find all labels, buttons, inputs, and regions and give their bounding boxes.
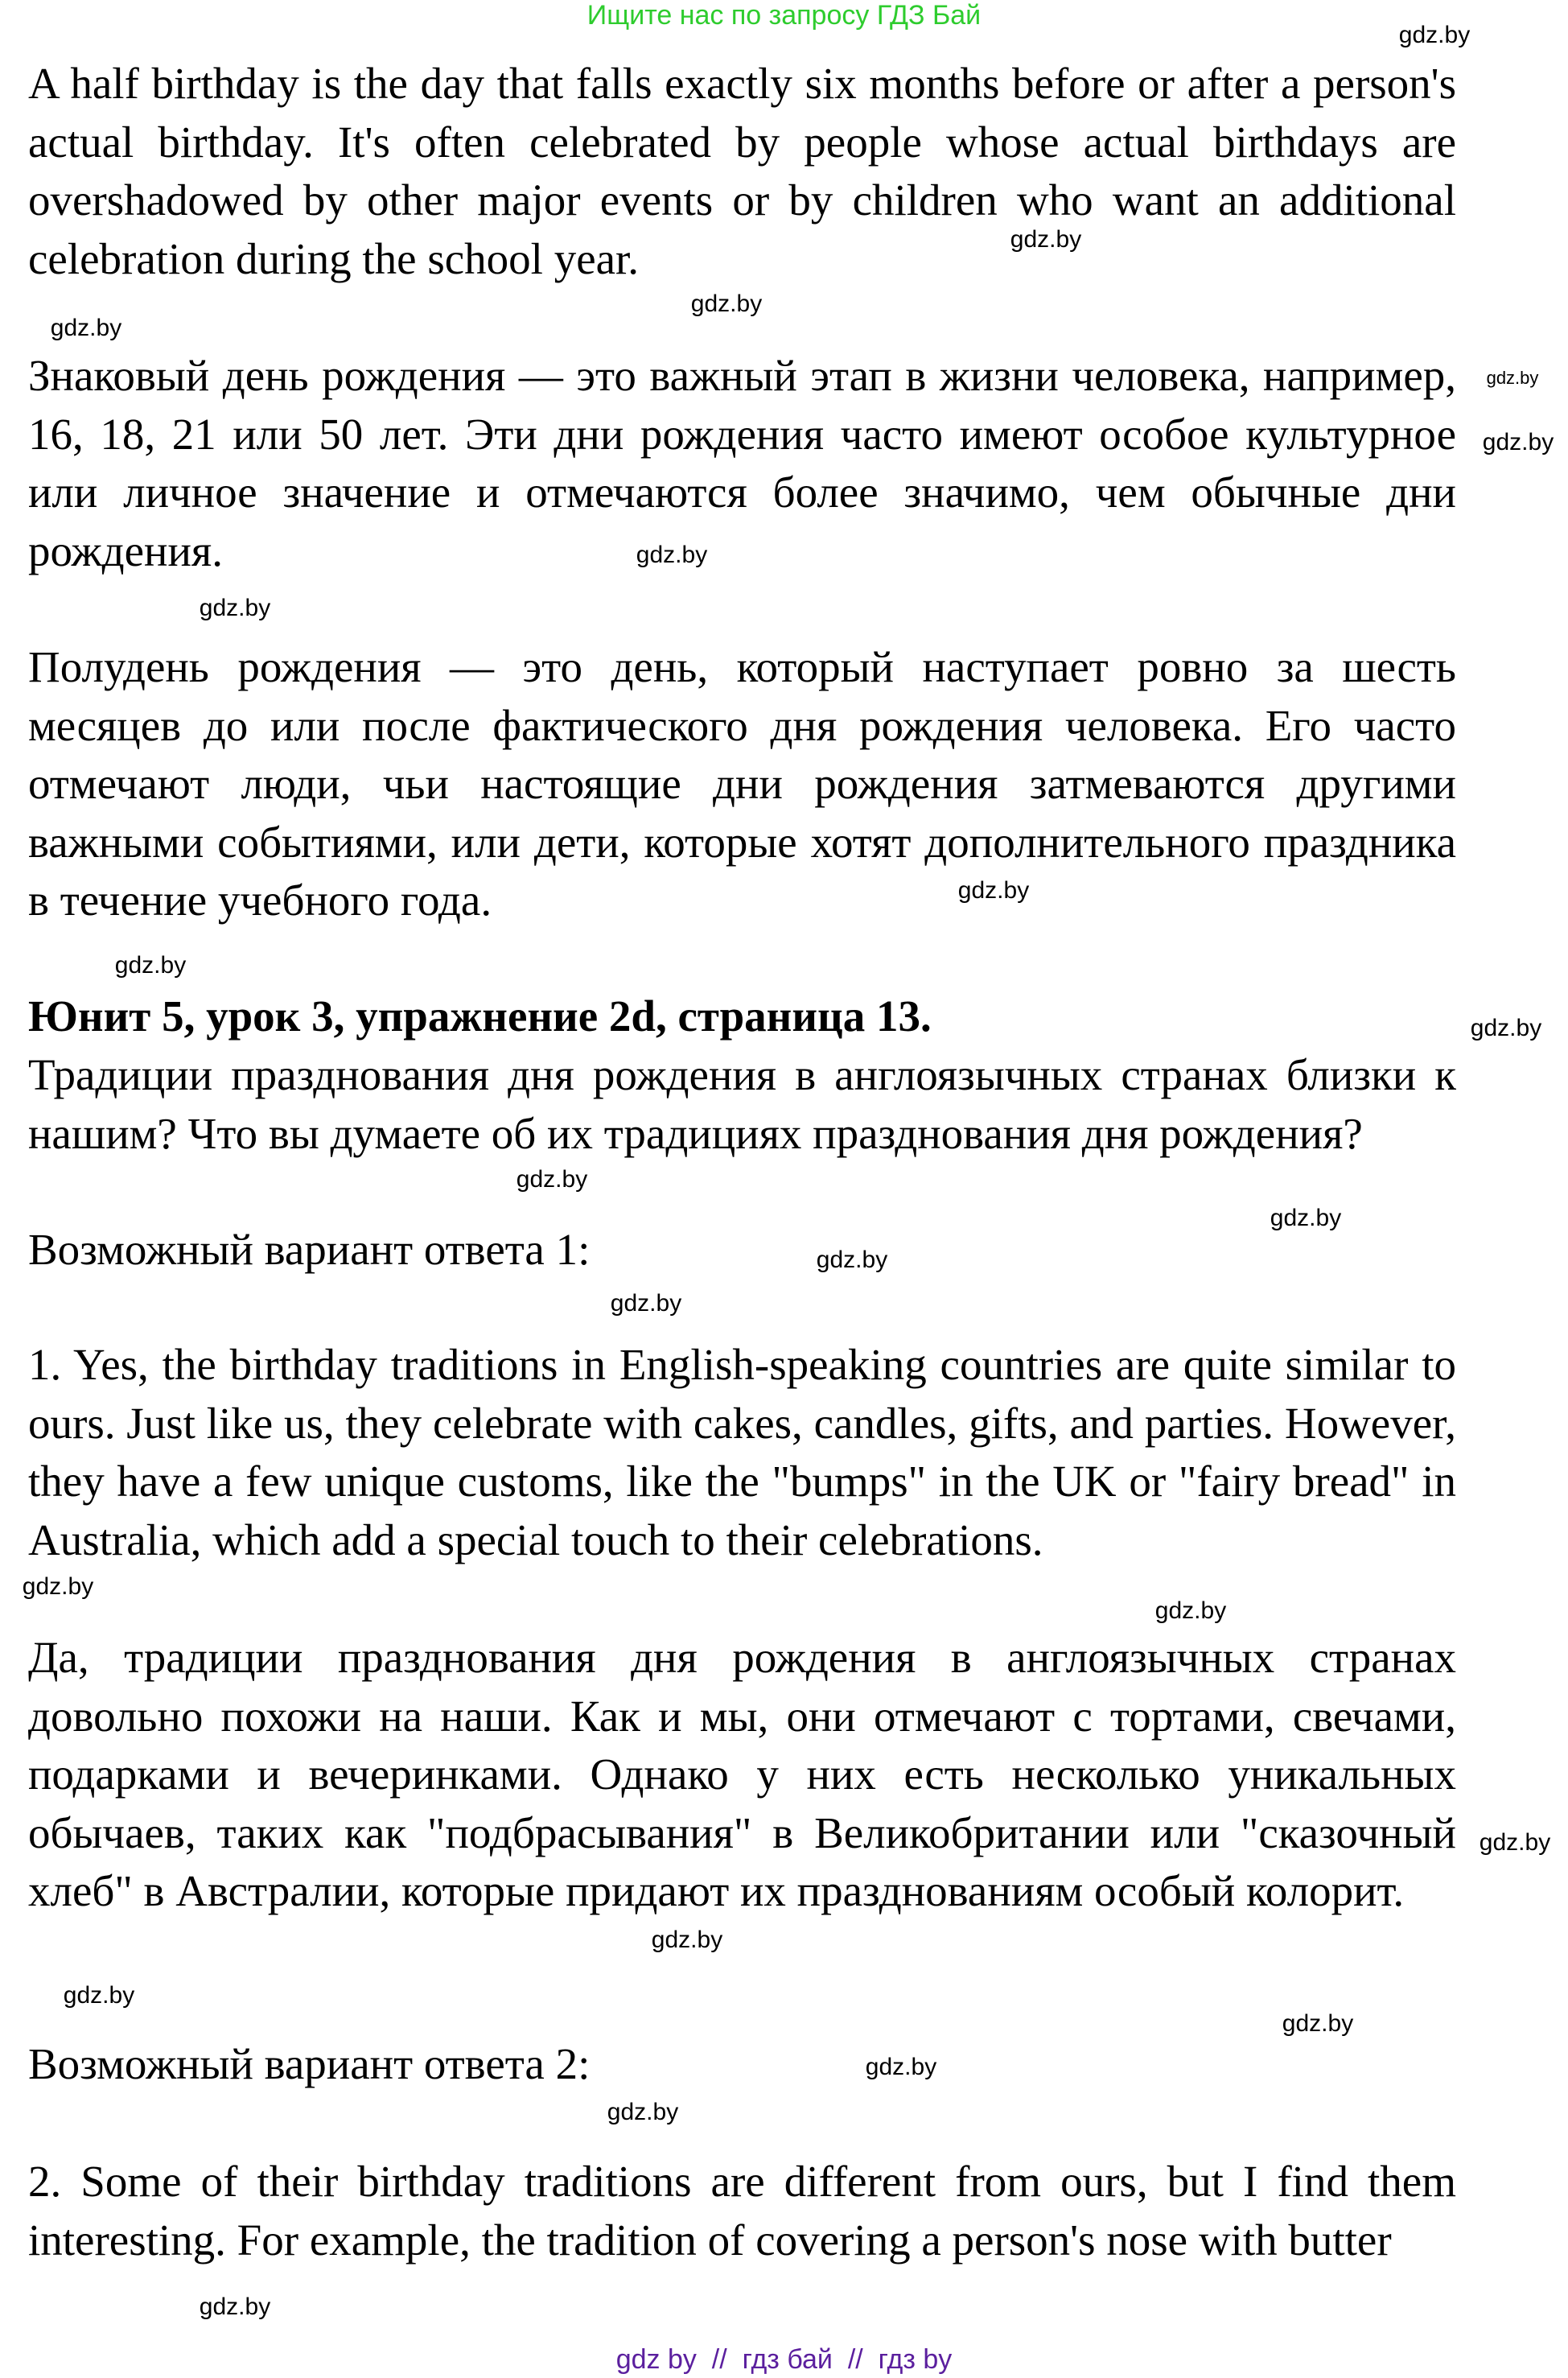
watermark: gdz.by xyxy=(1398,22,1471,48)
watermark: gdz.by xyxy=(114,952,187,979)
watermark: gdz.by xyxy=(1010,226,1082,253)
watermark: gdz.by xyxy=(610,1290,682,1317)
watermark: gdz.by xyxy=(1154,1597,1227,1624)
watermark: gdz.by xyxy=(607,2099,679,2125)
paragraph-en-half-birthday: A half birthday is the day that falls exactly six months before or after a person's actual birthday. It's often celebrated by people whose actual birthdays are overshadowed by other major events or by children who want an additional celebration during the school year. xyxy=(28,59,1456,283)
answer-1-english: 1. Yes, the birthday traditions in English-speaking countries are quite similar to ours. Just like us, they celebrate with cakes, candles, gifts, and parties. However, they have a few unique customs, like the "bumps" in the UK or "fairy bread" in Australia, which add a special touch to their celebrations. xyxy=(28,1340,1456,1564)
watermark: gdz.by xyxy=(1486,368,1539,388)
watermark: gdz.by xyxy=(1482,429,1554,455)
watermark: gdz.by xyxy=(22,1573,94,1600)
paragraph-ru-half-birthday: Полудень рождения — это день, который наступает ровно за шесть месяцев до или после фактического дня рождения человека. Его часто отмечают люди, чьи настоящие дни рождения затмеваются другими важными событиями, или дети, которые хотят дополнительного праздника в течение учебного года. xyxy=(28,642,1456,925)
answer-1-russian: Да, традиции празднования дня рождения в англоязычных странах довольно похожи на наши. Как и мы, они отмечают с тортами, свечами, подарками и вечеринками. Однако у них есть несколько уникальных обычаев, таких как "подбрасывания" в Великобритании или "сказочный хлеб" в Австралии, которые придают их празднованиям особый колорит. xyxy=(28,1633,1456,1915)
footer-links[interactable]: gdz by // гдз бай // гдз by xyxy=(615,2344,953,2375)
watermark: gdz.by xyxy=(1282,2010,1354,2037)
watermark: gdz.by xyxy=(50,315,122,341)
watermark: gdz.by xyxy=(63,1982,135,2009)
watermark: gdz.by xyxy=(690,291,763,317)
watermark: gdz.by xyxy=(651,1927,723,1953)
watermark: gdz.by xyxy=(516,1166,588,1193)
watermark: gdz.by xyxy=(957,877,1030,904)
question-text: Традиции празднования дня рождения в англоязычных странах близки к нашим? Что вы думаете об их традициях празднования дня рождения? xyxy=(28,1050,1456,1158)
watermark: gdz.by xyxy=(1470,1015,1542,1041)
exercise-heading: Юнит 5, урок 3, упражнение 2d, страница 13. xyxy=(28,991,932,1041)
watermark: gdz.by xyxy=(636,542,708,568)
search-banner: Ищите нас по запросу ГДЗ Бай xyxy=(586,0,982,31)
watermark: gdz.by xyxy=(199,595,271,621)
watermark: gdz.by xyxy=(865,2054,937,2080)
answer-2-english: 2. Some of their birthday traditions are different from ours, but I find them interesting. For example, the tradition of covering a person's nose with butter xyxy=(28,2157,1456,2265)
watermark: gdz.by xyxy=(199,2294,271,2320)
variant-2-label: Возможный вариант ответа 2: xyxy=(28,2039,591,2088)
paragraph-ru-milestone: Знаковый день рождения — это важный этап в жизни человека, например, 16, 18, 21 или 50 лет. Эти дни рождения часто имеют особое культурное или личное значение и отмечаются более значимо, чем обычные дни рождения. xyxy=(28,351,1456,575)
watermark: gdz.by xyxy=(816,1247,888,1273)
watermark: gdz.by xyxy=(1479,1829,1551,1856)
watermark: gdz.by xyxy=(1270,1205,1342,1231)
variant-1-label: Возможный вариант ответа 1: xyxy=(28,1225,591,1274)
